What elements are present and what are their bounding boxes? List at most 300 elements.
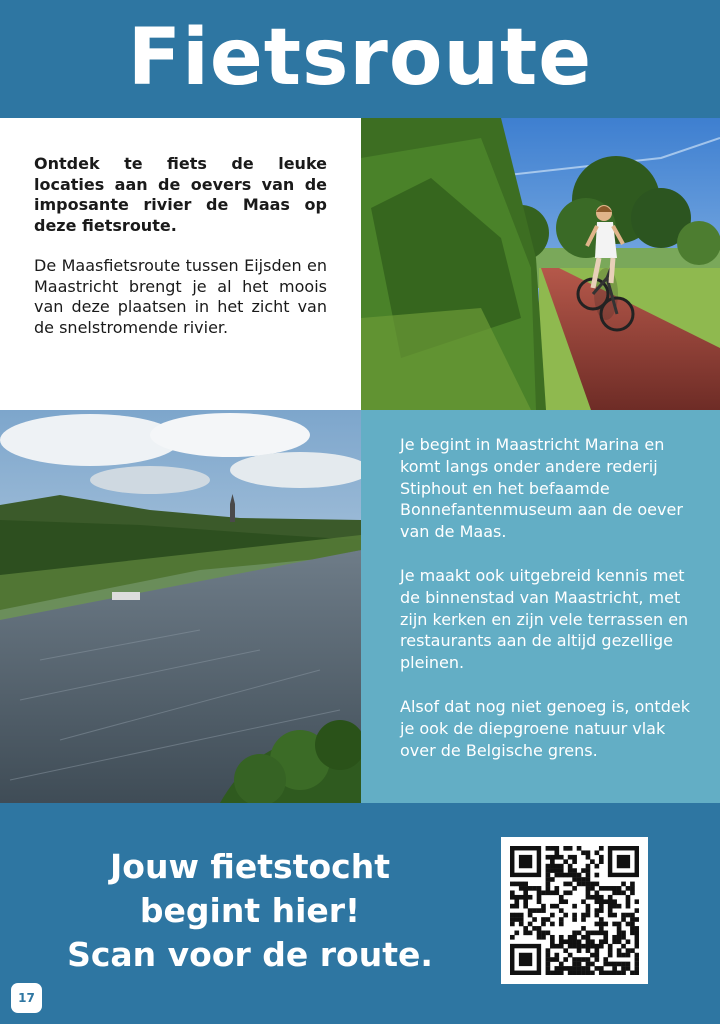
qr-module bbox=[586, 895, 591, 900]
qr-module bbox=[532, 917, 537, 922]
qr-module bbox=[581, 850, 586, 855]
qr-module bbox=[519, 922, 524, 927]
qr-module bbox=[572, 962, 577, 967]
qr-module bbox=[626, 948, 631, 953]
qr-module bbox=[581, 957, 586, 962]
qr-module bbox=[546, 886, 551, 891]
qr-module bbox=[572, 957, 577, 962]
qr-module bbox=[586, 966, 591, 971]
qr-module bbox=[568, 971, 573, 975]
qr-module bbox=[608, 962, 613, 967]
qr-module bbox=[599, 908, 604, 913]
qr-module bbox=[608, 908, 613, 913]
qr-module bbox=[572, 944, 577, 949]
qr-module bbox=[523, 895, 528, 900]
cyclist-photo bbox=[361, 118, 720, 410]
info-paragraph-city: Je maakt ook uitgebreid kennis met de binnenstad van Maastricht, met zijn kerken en zijn vele terrassen en restaurants aan de altijd gezellige pleinen. bbox=[400, 565, 689, 673]
qr-module bbox=[528, 931, 533, 936]
qr-module bbox=[514, 882, 519, 887]
qr-module bbox=[554, 971, 559, 975]
qr-module bbox=[550, 971, 555, 975]
qr-module bbox=[626, 953, 631, 958]
qr-module bbox=[546, 877, 551, 882]
qr-module bbox=[621, 917, 626, 922]
header-band bbox=[0, 0, 720, 118]
qr-module bbox=[514, 904, 519, 909]
qr-module bbox=[603, 922, 608, 927]
qr-module bbox=[541, 917, 546, 922]
qr-module bbox=[559, 939, 564, 944]
page-number-badge: 17 bbox=[11, 983, 42, 1013]
qr-module bbox=[546, 846, 551, 851]
qr-module bbox=[595, 899, 600, 904]
qr-module bbox=[523, 890, 528, 895]
qr-module bbox=[586, 890, 591, 895]
qr-module bbox=[577, 957, 582, 962]
qr-module bbox=[617, 904, 622, 909]
qr-module bbox=[635, 971, 639, 975]
cta-line-2: begint hier! bbox=[139, 891, 361, 930]
qr-module bbox=[590, 886, 595, 891]
qr-module bbox=[559, 864, 564, 869]
qr-module bbox=[546, 868, 551, 873]
qr-module bbox=[586, 877, 591, 882]
qr-module bbox=[599, 931, 604, 936]
qr-module bbox=[514, 931, 519, 936]
qr-module bbox=[612, 939, 617, 944]
qr-module bbox=[595, 873, 600, 878]
qr-module bbox=[554, 886, 559, 891]
qr-module bbox=[559, 966, 564, 971]
route-qr-code[interactable] bbox=[501, 837, 648, 984]
intro-lead: Ontdek te fiets de leuke locaties aan de oevers van de imposante rivier de Maas op deze fietsroute. bbox=[34, 154, 327, 235]
qr-module bbox=[599, 922, 604, 927]
qr-module bbox=[595, 948, 600, 953]
qr-module bbox=[550, 939, 555, 944]
qr-module bbox=[630, 948, 635, 953]
qr-module bbox=[586, 873, 591, 878]
qr-module bbox=[546, 966, 551, 971]
qr-module bbox=[603, 899, 608, 904]
qr-module bbox=[577, 882, 582, 887]
qr-module bbox=[599, 899, 604, 904]
qr-module bbox=[595, 850, 600, 855]
qr-module bbox=[590, 953, 595, 958]
qr-module bbox=[586, 957, 591, 962]
qr-module bbox=[563, 890, 568, 895]
qr-module bbox=[586, 908, 591, 913]
qr-module bbox=[546, 957, 551, 962]
qr-module bbox=[617, 922, 622, 927]
qr-module bbox=[523, 899, 528, 904]
qr-module bbox=[635, 944, 639, 949]
qr-module bbox=[590, 859, 595, 864]
qr-module bbox=[568, 864, 573, 869]
qr-module bbox=[617, 971, 622, 975]
qr-module bbox=[550, 935, 555, 940]
qr-module bbox=[621, 931, 626, 936]
qr-module bbox=[635, 957, 639, 962]
qr-module bbox=[599, 917, 604, 922]
qr-module bbox=[554, 890, 559, 895]
qr-module bbox=[577, 966, 582, 971]
qr-module bbox=[554, 864, 559, 869]
qr-module bbox=[635, 953, 639, 958]
qr-module bbox=[581, 926, 586, 931]
qr-module bbox=[550, 846, 555, 851]
qr-module bbox=[612, 890, 617, 895]
qr-module bbox=[612, 904, 617, 909]
qr-module bbox=[519, 953, 532, 966]
qr-module bbox=[608, 971, 613, 975]
qr-module bbox=[528, 886, 533, 891]
qr-module bbox=[581, 935, 586, 940]
qr-module bbox=[572, 859, 577, 864]
qr-module bbox=[595, 882, 600, 887]
qr-module bbox=[635, 899, 639, 904]
page-title: Fietsroute bbox=[127, 13, 593, 103]
qr-module bbox=[635, 908, 639, 913]
qr-module bbox=[595, 908, 600, 913]
qr-module bbox=[590, 931, 595, 936]
qr-module bbox=[554, 904, 559, 909]
qr-module bbox=[581, 882, 586, 887]
qr-module bbox=[559, 962, 564, 967]
qr-module bbox=[612, 935, 617, 940]
qr-module bbox=[541, 931, 546, 936]
qr-module bbox=[581, 899, 586, 904]
qr-module bbox=[514, 913, 519, 918]
qr-module bbox=[586, 935, 591, 940]
qr-module bbox=[608, 953, 613, 958]
river-photo bbox=[0, 410, 361, 803]
qr-module bbox=[599, 846, 604, 851]
qr-module bbox=[603, 886, 608, 891]
qr-module bbox=[559, 873, 564, 878]
qr-module bbox=[599, 944, 604, 949]
qr-module bbox=[528, 913, 533, 918]
qr-module bbox=[612, 886, 617, 891]
qr-module bbox=[550, 859, 555, 864]
qr-module bbox=[554, 944, 559, 949]
qr-module bbox=[617, 931, 622, 936]
qr-module bbox=[581, 913, 586, 918]
qr-module bbox=[599, 971, 604, 975]
qr-module bbox=[603, 931, 608, 936]
qr-module bbox=[586, 850, 591, 855]
qr-module bbox=[626, 899, 631, 904]
qr-module bbox=[537, 899, 542, 904]
qr-module bbox=[537, 890, 542, 895]
qr-module bbox=[568, 953, 573, 958]
qr-module bbox=[577, 877, 582, 882]
qr-module bbox=[568, 882, 573, 887]
qr-module bbox=[635, 935, 639, 940]
qr-module bbox=[514, 899, 519, 904]
qr-module bbox=[523, 886, 528, 891]
qr-module bbox=[550, 904, 555, 909]
qr-module bbox=[577, 846, 582, 851]
qr-module bbox=[550, 922, 555, 927]
qr-module bbox=[572, 886, 577, 891]
qr-module bbox=[572, 931, 577, 936]
qr-module bbox=[626, 904, 631, 909]
qr-module bbox=[572, 873, 577, 878]
qr-module bbox=[577, 944, 582, 949]
qr-module bbox=[554, 855, 559, 860]
qr-module bbox=[630, 913, 635, 918]
qr-module bbox=[581, 917, 586, 922]
qr-module bbox=[599, 904, 604, 909]
qr-module bbox=[612, 899, 617, 904]
qr-module bbox=[581, 944, 586, 949]
qr-module bbox=[617, 935, 622, 940]
qr-module bbox=[586, 868, 591, 873]
qr-module bbox=[572, 939, 577, 944]
qr-code-icon bbox=[510, 846, 639, 975]
qr-module bbox=[550, 957, 555, 962]
qr-module bbox=[559, 922, 564, 927]
qr-module bbox=[586, 944, 591, 949]
qr-module bbox=[608, 895, 613, 900]
river-photo-illustration bbox=[0, 410, 361, 803]
qr-module bbox=[519, 886, 524, 891]
qr-module bbox=[617, 962, 622, 967]
qr-module bbox=[541, 922, 546, 927]
qr-module bbox=[630, 882, 635, 887]
qr-module bbox=[590, 882, 595, 887]
qr-module bbox=[541, 935, 546, 940]
qr-module bbox=[590, 944, 595, 949]
qr-module bbox=[595, 957, 600, 962]
qr-module bbox=[537, 908, 542, 913]
qr-module bbox=[528, 922, 533, 927]
qr-module bbox=[630, 922, 635, 927]
qr-module bbox=[577, 873, 582, 878]
qr-module bbox=[568, 846, 573, 851]
qr-module bbox=[621, 971, 626, 975]
qr-module bbox=[577, 948, 582, 953]
qr-module bbox=[617, 926, 622, 931]
qr-module bbox=[617, 948, 622, 953]
qr-module bbox=[568, 868, 573, 873]
qr-module bbox=[608, 913, 613, 918]
qr-module bbox=[572, 904, 577, 909]
qr-module bbox=[554, 966, 559, 971]
qr-module bbox=[563, 957, 568, 962]
qr-module bbox=[621, 944, 626, 949]
qr-module bbox=[546, 864, 551, 869]
intro-body: De Maasfietsroute tussen Eijsden en Maastricht brengt je al het moois van deze plaatsen in het zicht van de snelstromende rivier. bbox=[34, 256, 327, 337]
qr-module bbox=[630, 886, 635, 891]
qr-module bbox=[563, 948, 568, 953]
qr-module bbox=[603, 957, 608, 962]
qr-module bbox=[568, 935, 573, 940]
qr-module bbox=[590, 895, 595, 900]
info-paragraph-marina: Je begint in Maastricht Marina en komt langs onder andere rederij Stiphout en het befaamde Bonnefantenmuseum aan de oever van de Maas. bbox=[400, 435, 683, 542]
qr-module bbox=[546, 873, 551, 878]
qr-module bbox=[599, 859, 604, 864]
qr-module bbox=[581, 971, 586, 975]
qr-module bbox=[603, 962, 608, 967]
qr-module bbox=[563, 913, 568, 918]
qr-module bbox=[577, 931, 582, 936]
qr-module bbox=[510, 935, 515, 940]
qr-module bbox=[550, 864, 555, 869]
qr-module bbox=[563, 873, 568, 878]
qr-module bbox=[523, 882, 528, 887]
qr-module bbox=[603, 935, 608, 940]
qr-module bbox=[572, 913, 577, 918]
qr-module bbox=[621, 962, 626, 967]
qr-module bbox=[626, 913, 631, 918]
qr-module bbox=[541, 890, 546, 895]
qr-module bbox=[523, 904, 528, 909]
qr-module bbox=[568, 939, 573, 944]
qr-module bbox=[537, 895, 542, 900]
qr-module bbox=[581, 877, 586, 882]
qr-module bbox=[532, 908, 537, 913]
qr-module bbox=[612, 971, 617, 975]
qr-module bbox=[626, 939, 631, 944]
qr-module bbox=[590, 962, 595, 967]
qr-module bbox=[603, 971, 608, 975]
qr-module bbox=[546, 962, 551, 967]
qr-module bbox=[581, 868, 586, 873]
qr-module bbox=[617, 953, 622, 958]
qr-module bbox=[568, 944, 573, 949]
qr-module bbox=[586, 931, 591, 936]
qr-module bbox=[546, 890, 551, 895]
qr-module bbox=[572, 966, 577, 971]
qr-module bbox=[635, 939, 639, 944]
qr-module bbox=[635, 917, 639, 922]
qr-module bbox=[595, 864, 600, 869]
qr-module bbox=[586, 962, 591, 967]
qr-module bbox=[519, 855, 532, 868]
qr-module bbox=[572, 935, 577, 940]
qr-module bbox=[626, 895, 631, 900]
qr-module bbox=[510, 890, 515, 895]
qr-module bbox=[554, 957, 559, 962]
qr-module bbox=[595, 953, 600, 958]
qr-module bbox=[635, 962, 639, 967]
qr-module bbox=[546, 948, 551, 953]
qr-module bbox=[537, 886, 542, 891]
qr-module bbox=[590, 971, 595, 975]
qr-module bbox=[612, 966, 617, 971]
qr-module bbox=[554, 850, 559, 855]
qr-module bbox=[528, 895, 533, 900]
qr-module bbox=[608, 948, 613, 953]
qr-module bbox=[519, 917, 524, 922]
qr-module bbox=[595, 931, 600, 936]
qr-module bbox=[617, 886, 622, 891]
qr-module bbox=[559, 917, 564, 922]
qr-module bbox=[621, 935, 626, 940]
qr-module bbox=[626, 962, 631, 967]
qr-module bbox=[568, 873, 573, 878]
qr-module bbox=[595, 890, 600, 895]
qr-module bbox=[510, 913, 515, 918]
qr-module bbox=[550, 944, 555, 949]
qr-module bbox=[546, 953, 551, 958]
qr-module bbox=[550, 913, 555, 918]
qr-module bbox=[572, 855, 577, 860]
qr-module bbox=[523, 931, 528, 936]
qr-module bbox=[595, 895, 600, 900]
qr-module bbox=[581, 966, 586, 971]
qr-module bbox=[559, 855, 564, 860]
qr-module bbox=[577, 939, 582, 944]
qr-module bbox=[532, 886, 537, 891]
qr-module bbox=[586, 971, 591, 975]
qr-module bbox=[608, 886, 613, 891]
qr-module bbox=[514, 895, 519, 900]
intro-text-block bbox=[0, 118, 361, 410]
qr-module bbox=[612, 922, 617, 927]
qr-module bbox=[572, 917, 577, 922]
qr-module bbox=[572, 971, 577, 975]
qr-module bbox=[519, 913, 524, 918]
qr-module bbox=[550, 877, 555, 882]
qr-module bbox=[586, 948, 591, 953]
info-text-block bbox=[361, 410, 720, 803]
cyclist-photo-illustration bbox=[361, 118, 720, 410]
qr-module bbox=[546, 931, 551, 936]
qr-module bbox=[595, 966, 600, 971]
qr-module bbox=[510, 904, 515, 909]
qr-module bbox=[537, 931, 542, 936]
qr-module bbox=[635, 926, 639, 931]
qr-module bbox=[563, 966, 568, 971]
qr-module bbox=[586, 855, 591, 860]
qr-module bbox=[541, 904, 546, 909]
qr-module bbox=[550, 855, 555, 860]
qr-module bbox=[568, 966, 573, 971]
qr-module bbox=[510, 895, 515, 900]
qr-module bbox=[630, 917, 635, 922]
qr-module bbox=[554, 953, 559, 958]
qr-module bbox=[612, 962, 617, 967]
qr-module bbox=[626, 966, 631, 971]
footer-band bbox=[0, 803, 720, 1024]
qr-module bbox=[586, 864, 591, 869]
qr-module bbox=[599, 886, 604, 891]
qr-module bbox=[563, 859, 568, 864]
qr-module bbox=[621, 966, 626, 971]
qr-module bbox=[599, 895, 604, 900]
qr-module bbox=[577, 971, 582, 975]
qr-module bbox=[568, 855, 573, 860]
qr-module bbox=[595, 913, 600, 918]
qr-module bbox=[621, 890, 626, 895]
qr-module bbox=[577, 962, 582, 967]
qr-module bbox=[586, 913, 591, 918]
info-paragraph-nature: Alsof dat nog niet genoeg is, ontdek je ook de diepgroene natuur vlak over de Belgische grens. bbox=[400, 696, 690, 760]
qr-module bbox=[528, 908, 533, 913]
qr-module bbox=[510, 922, 515, 927]
qr-module bbox=[608, 899, 613, 904]
qr-module bbox=[541, 908, 546, 913]
qr-module bbox=[546, 971, 551, 975]
qr-module bbox=[559, 868, 564, 873]
qr-module bbox=[519, 882, 524, 887]
qr-module bbox=[626, 922, 631, 927]
qr-module bbox=[514, 917, 519, 922]
qr-module bbox=[617, 939, 622, 944]
qr-module bbox=[630, 971, 635, 975]
